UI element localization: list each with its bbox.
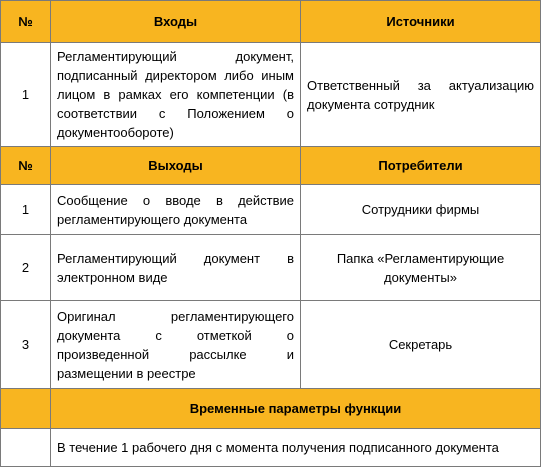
sources-column-header: Источники [301,1,541,43]
output-row [1,235,541,301]
consumers-column-header: Потребители [301,147,541,185]
inputs-header-row [1,1,541,43]
time-parameters-value: В течение 1 рабочего дня с момента получения подписанного документа [51,429,541,467]
input-row [1,43,541,147]
output-consumer: Секретарь [301,301,541,389]
output-row [1,185,541,235]
row-number: 1 [1,185,51,235]
empty-cell [1,429,51,467]
output-consumer: Папка «Регламентирующие документы» [301,235,541,301]
time-parameters-title: Временные параметры функции [51,389,541,429]
time-parameters-row [1,429,541,467]
output-row [1,301,541,389]
time-parameters-header-row [1,389,541,429]
input-description: Регламентирующий документ, подписанный директором либо иным лицом в рамках его компетенции (в соответствии с Положением о документообороте) [51,43,301,147]
row-number: 1 [1,43,51,147]
number-column-header: № [1,1,51,43]
output-description: Регламентирующий документ в электронном виде [51,235,301,301]
row-number: 3 [1,301,51,389]
output-description: Сообщение о вводе в действие регламентирующего документа [51,185,301,235]
number-column-header: № [1,147,51,185]
outputs-column-header: Выходы [51,147,301,185]
inputs-column-header: Входы [51,1,301,43]
output-consumer: Сотрудники фирмы [301,185,541,235]
empty-cell [1,389,51,429]
row-number: 2 [1,235,51,301]
input-source: Ответственный за актуализацию документа сотрудник [301,43,541,147]
outputs-header-row [1,147,541,185]
output-description: Оригинал регламентирующего документа с отметкой о произведенной рассылке и размещении в реестре [51,301,301,389]
